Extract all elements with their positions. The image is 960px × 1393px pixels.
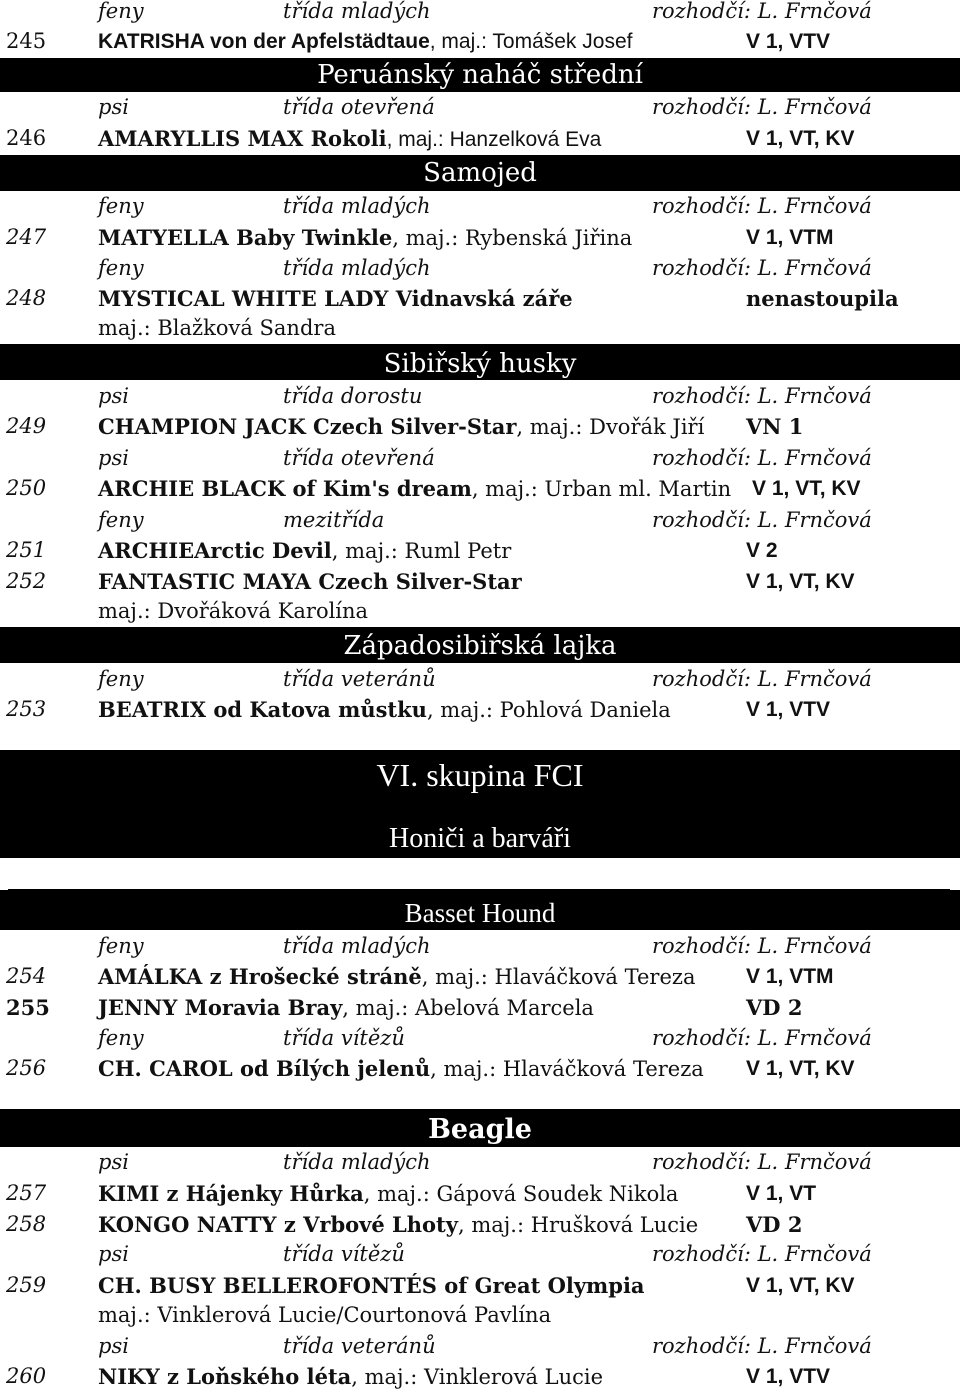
entry-result: VD 2 [746,1212,803,1237]
sex: psi [98,95,129,119]
entry-number: 251 [6,538,47,562]
entry-247 [0,222,960,253]
sex: feny [98,667,144,691]
class: třída veteránů [283,1334,436,1358]
entry-dog [98,961,695,993]
entry-number: 249 [6,414,47,438]
entry-dog [98,566,522,598]
judge: rozhodčí: L. Frnčová [652,256,872,280]
entry-dog [98,1270,645,1302]
entry-250 [0,473,960,504]
sex: feny [98,934,144,958]
dog-name: KONGO NATTY z Vrbové Lhoty [98,1212,458,1237]
dog-owner: , maj.: Hrušková Lucie [457,1213,699,1237]
judge: rozhodčí: L. Frnčová [652,194,872,218]
judge: rozhodčí: L. Frnčová [652,1026,872,1050]
dog-name: KIMI z Hájenky Hůrka [98,1181,364,1206]
entry-result: V 1, VT, KV [746,1057,855,1080]
owner: maj.: Dvořáková Karolína [98,599,369,623]
class-header [0,191,960,221]
class: třída mladých [283,934,431,958]
class-header [0,1147,960,1177]
dog-name: BEATRIX od Katova můstku [98,697,427,722]
sex: feny [98,194,144,218]
dog-owner: , maj.: Vinklerová Lucie [351,1365,604,1389]
dog-owner: , maj.: Pohlová Daniela [426,698,671,722]
breed-header: Peruánský naháč střední [0,58,960,92]
entry-257 [0,1178,960,1209]
entry-number: 253 [6,697,47,721]
entry-dog [98,123,601,155]
entry-number: 248 [6,286,47,310]
entry-number: 247 [6,225,47,249]
dog-name: AMARYLLIS MAX Rokoli [98,126,387,151]
dog-name: ARCHIEArctic Devil [98,538,332,563]
class-header [0,0,960,26]
breed-header: Západosibiřská lajka [0,627,960,663]
judge: rozhodčí: L. Frnčová [652,95,872,119]
entry-dog [98,1178,678,1210]
entry-result: V 1, VT [746,1182,817,1205]
sex: feny [98,1026,144,1050]
entry-result: V 1, VT, KV [746,1274,855,1297]
class-header [0,1331,960,1361]
entry-number: 260 [6,1364,47,1388]
entry-dog [98,535,511,567]
sex: psi [98,1150,129,1174]
entry-248 [0,283,960,314]
dog-name: CH. BUSY BELLEROFONTÉS of Great Olympia [98,1273,645,1298]
entry-256 [0,1053,960,1084]
entry-result: nenastoupila [746,286,899,311]
dog-owner: , maj.: Urban ml. Martin [471,477,732,501]
entry-dog [98,694,671,726]
entry-245 [0,26,960,57]
entry-result: V 1, VT, KV [752,477,861,500]
entry-number: 259 [6,1273,47,1297]
sex: feny [98,508,144,532]
entry-result: V 1, VTM [746,965,834,988]
entry-dog [98,1361,603,1393]
entry-result: V 1, VT, KV [746,127,855,150]
entry-258 [0,1209,960,1240]
group-subtitle: Honiči a barváři [0,808,960,858]
class: třída vítězů [283,1242,405,1266]
dog-owner: , maj.: Abelová Marcela [342,996,594,1020]
sex: psi [98,1334,129,1358]
class: třída mladých [283,194,431,218]
entry-result: VD 2 [746,995,803,1020]
entry-dog [98,283,573,315]
entry-result: V 1, VTM [746,226,834,249]
class: třída mladých [283,0,431,23]
dog-name: JENNY Moravia Bray [98,995,343,1020]
class: třída otevřená [283,95,435,119]
group-title: VI. skupina FCI [0,750,960,808]
dog-name: CHAMPION JACK Czech Silver-Star [98,414,517,439]
class: mezitřída [283,508,385,532]
entry-251 [0,535,960,566]
owner-line [0,313,960,343]
entry-dog [98,473,731,505]
sex: feny [98,256,144,280]
entry-result: V 2 [746,539,778,562]
entry-result: VN 1 [746,414,804,439]
entry-number: 257 [6,1181,47,1205]
breed-header: Sibiřský husky [0,344,960,380]
dog-owner: , maj.: Ruml Petr [331,539,512,563]
sex: feny [98,0,144,23]
entry-number: 252 [6,569,47,593]
entry-number: 258 [6,1212,47,1236]
entry-dog [98,1209,698,1241]
dog-owner: , maj.: Dvořák Jiří [516,415,705,439]
entry-result: V 1, VTV [746,698,831,721]
entry-number: 256 [6,1056,47,1080]
entry-dog [98,222,632,254]
dog-name: MATYELLA Baby Twinkle [98,225,393,250]
judge: rozhodčí: L. Frnčová [652,1242,872,1266]
dog-name: FANTASTIC MAYA Czech Silver-Star [98,569,522,594]
judge: rozhodčí: L. Frnčová [652,446,872,470]
dog-owner: , maj.: Gápová Soudek Nikola [363,1182,679,1206]
class: třída mladých [283,1150,431,1174]
dog-owner: , maj.: Hlaváčková Tereza [421,965,696,989]
entry-249 [0,411,960,442]
dog-owner: , maj.: Hlaváčková Tereza [430,1057,704,1081]
class-header [0,443,960,473]
class-header [0,1239,960,1269]
class-header [0,253,960,283]
dog-name: CH. CAROL od Bílých jelenů [98,1056,431,1081]
dog-owner: , maj.: Tomášek Josef [429,30,633,53]
sex: psi [98,384,129,408]
owner: maj.: Vinklerová Lucie/Courtonová Pavlína [98,1303,552,1327]
judge: rozhodčí: L. Frnčová [652,0,872,23]
entry-dog [98,26,632,57]
dog-name: AMÁLKA z Hrošecké stráně [98,964,422,989]
class: třída dorostu [283,384,423,408]
sex: psi [98,1242,129,1266]
judge: rozhodčí: L. Frnčová [652,667,872,691]
entry-254 [0,961,960,992]
entry-255 [0,992,960,1023]
class: třída otevřená [283,446,435,470]
class-header [0,931,960,961]
class-header [0,381,960,411]
class-header [0,1023,960,1053]
entry-dog [98,992,594,1024]
class: třída vítězů [283,1026,405,1050]
judge: rozhodčí: L. Frnčová [652,1334,872,1358]
entry-260 [0,1361,960,1392]
entry-result: V 1, VTV [746,30,831,53]
class: třída veteránů [283,667,436,691]
entry-252 [0,566,960,597]
entry-259 [0,1270,960,1301]
entry-number: 255 [6,995,50,1020]
class-header [0,92,960,122]
dog-owner: , maj.: Hanzelková Eva [386,128,602,151]
sex: psi [98,446,129,470]
dog-name: MYSTICAL WHITE LADY Vidnavská záře [98,286,573,311]
breed-header: Basset Hound [0,890,960,930]
owner-line [0,596,960,626]
entry-number: 245 [6,29,47,53]
entry-dog [98,1053,704,1085]
owner: maj.: Blažková Sandra [98,316,336,340]
entry-result: V 1, VTV [746,1365,831,1388]
dog-owner: , maj.: Rybenská Jiřina [392,226,633,250]
class-header [0,505,960,535]
entry-number: 254 [6,964,47,988]
judge: rozhodčí: L. Frnčová [652,934,872,958]
entry-number: 250 [6,476,47,500]
dog-name: KATRISHA von der Apfelstädtaue [98,30,430,53]
judge: rozhodčí: L. Frnčová [652,508,872,532]
entry-dog [98,411,704,443]
entry-253 [0,694,960,725]
entry-result: V 1, VT, KV [746,570,855,593]
owner-line [0,1300,960,1330]
class: třída mladých [283,256,431,280]
class-header [0,664,960,694]
dog-name: NIKY z Loňského léta [98,1364,352,1389]
judge: rozhodčí: L. Frnčová [652,384,872,408]
judge: rozhodčí: L. Frnčová [652,1150,872,1174]
entry-number: 246 [6,126,47,150]
dog-name: ARCHIE BLACK of Kim's dream [98,476,472,501]
entry-246 [0,123,960,154]
breed-header: Samojed [0,155,960,191]
breed-header: Beagle [0,1109,960,1147]
